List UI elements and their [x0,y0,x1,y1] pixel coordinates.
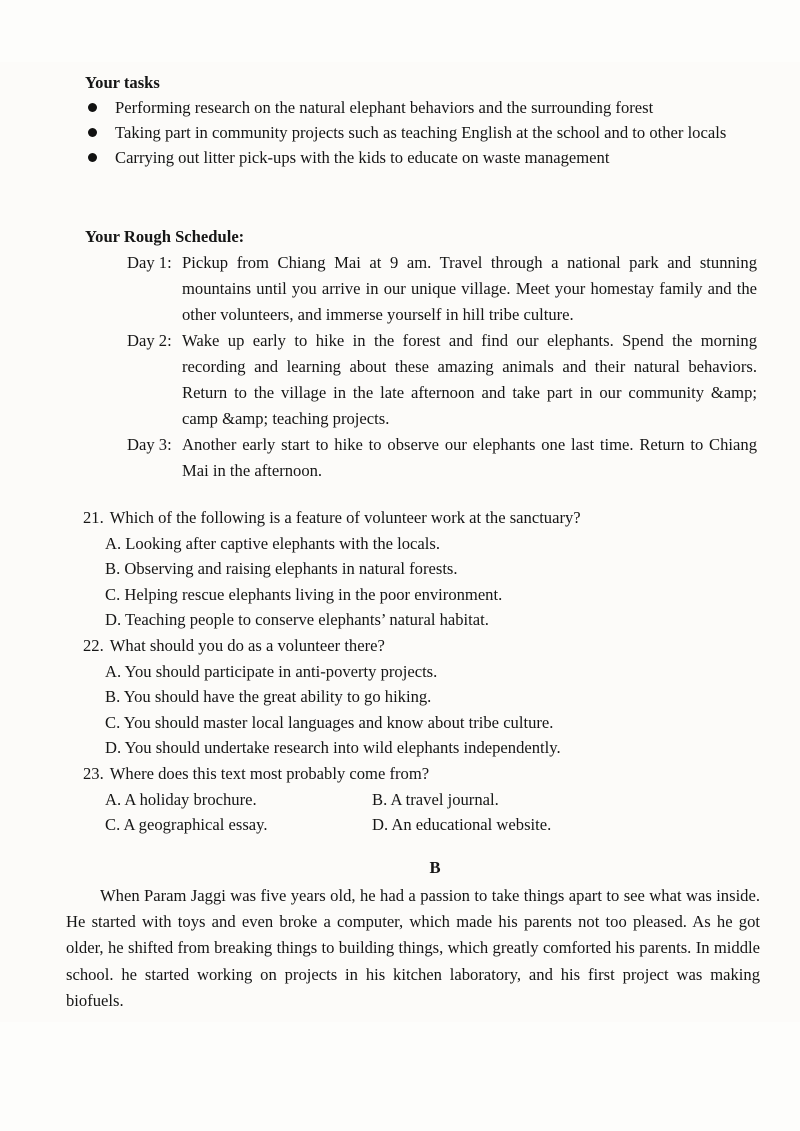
day-label: Day 2: [127,331,172,350]
question-number: 21. [83,508,104,527]
option: D. An educational website. [372,815,552,835]
bullet-icon [88,103,97,112]
option: C. A geographical essay. [105,815,268,835]
option: C. Helping rescue elephants living in the poor environment. [105,584,503,604]
option: C. You should master local languages and know about tribe culture. [105,712,554,732]
question-number: 22. [83,635,104,655]
question-text: Where does this text most probably come from? [109,763,430,783]
question-line [83,633,773,659]
question-line [83,505,773,531]
question-options [105,787,773,838]
option: B. Observing and raising elephants in natural forests. [105,559,458,579]
bullet-icon [88,128,97,137]
question-text: Which of the following is a feature of volunteer work at the sanctuary? [109,508,581,527]
questions-section [83,505,773,838]
schedule-heading: Your Rough Schedule: [85,227,245,246]
question-text: What should you do as a volunteer there? [109,635,385,655]
task-item [85,120,726,145]
section-b-paragraph: When Param Jaggi was five years old, he had a passion to take things apart to see what was inside. He started with toys and even broke a computer, which made his parents not too pleased. As he got older, he shifted from breaking things to building things, which greatly comforted his parents. In middle school. he started working on projects in his kitchen laboratory, and his first project was making biofuels. [66,886,760,1010]
question-23 [83,761,773,838]
day-text: Another early start to hike to observe our elephants one last time. Return to Chiang Mai in the afternoon. [182,435,757,480]
option: B. You should have the great ability to go hiking. [105,687,432,707]
question-options [105,531,773,633]
task-item [85,95,726,120]
question-line [83,761,773,787]
task-item [85,145,726,170]
schedule-section [85,224,757,484]
question-21 [83,505,773,633]
bullet-icon [88,153,97,162]
schedule-day [127,432,757,484]
task-text: Taking part in community projects such as teaching English at the school and to other locals [115,123,727,142]
day-label: Day 1: [127,253,172,272]
schedule-day [127,250,757,328]
option: A. You should participate in anti-poverty projects. [105,661,438,681]
day-text: Wake up early to hike in the forest and find our elephants. Spend the morning recording and learning about these amazing animals and their natural behaviors. Return to the village in the late afternoon and take part in our community &amp; camp &amp; teaching projects. [182,331,757,428]
option: B. A travel journal. [372,789,499,809]
day-label: Day 3: [127,435,172,454]
section-b-heading: B [429,858,441,877]
task-text: Performing research on the natural elephant behaviors and the surrounding forest [115,98,654,117]
question-number: 23. [83,763,104,783]
schedule-day [127,328,757,432]
task-text: Carrying out litter pick-ups with the kids to educate on waste management [115,148,610,167]
option: D. Teaching people to conserve elephants’ natural habitat. [105,610,489,630]
option: A. A holiday brochure. [105,789,257,809]
question-22 [83,633,773,761]
tasks-heading: Your tasks [85,73,160,92]
option: D. You should undertake research into wild elephants independently. [105,738,561,758]
option: A. Looking after captive elephants with the locals. [105,533,440,553]
question-options [105,659,773,761]
tasks-section [85,70,726,170]
day-text: Pickup from Chiang Mai at 9 am. Travel through a national park and stunning mountains until you arrive in our unique village. Meet your homestay family and the other volunteers, and immerse yourself in hill tribe culture. [182,253,757,324]
